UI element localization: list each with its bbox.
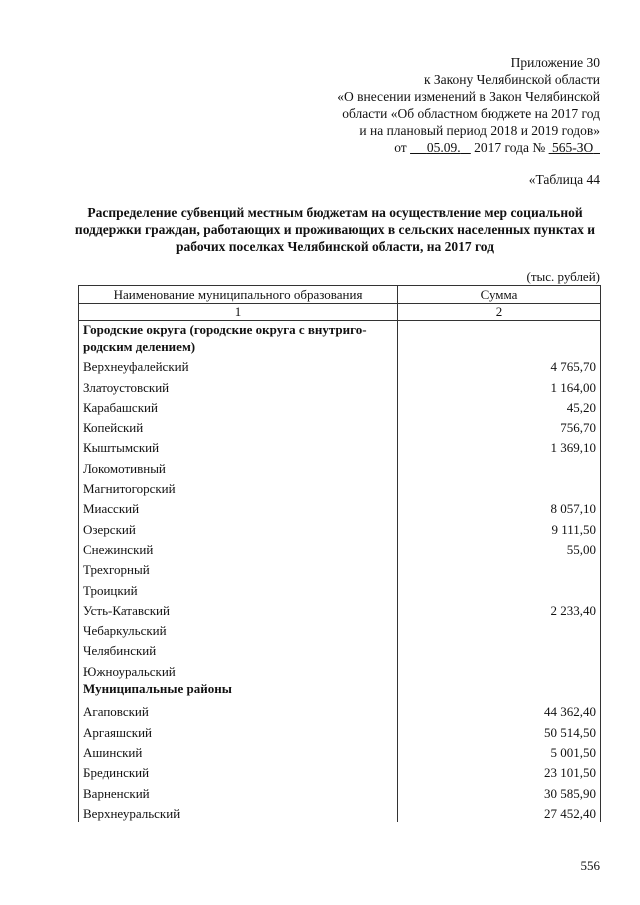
municipality-name: Брединский	[79, 761, 398, 781]
municipality-name: Златоустовский	[79, 375, 398, 395]
subsidy-sum: 44 362,40	[398, 700, 601, 720]
subsidy-sum: 2 233,40	[398, 599, 601, 619]
table-row	[79, 802, 601, 822]
municipality-name: Челябинский	[79, 639, 398, 659]
table-group-row	[79, 321, 601, 356]
table-row	[79, 619, 601, 639]
subsidy-sum	[398, 477, 601, 497]
table-row	[79, 659, 601, 679]
date-prefix: от	[394, 140, 407, 155]
subsidy-sum	[398, 558, 601, 578]
law-ref-line: к Закону Челябинской области	[423, 72, 600, 87]
municipality-name: Верхнеуральский	[79, 802, 398, 822]
subsidy-sum	[398, 619, 601, 639]
subsidy-sum	[398, 659, 601, 679]
municipality-name: Снежинский	[79, 538, 398, 558]
table-row	[79, 375, 601, 395]
subsidy-sum: 50 514,50	[398, 720, 601, 740]
subsidy-sum: 30 585,90	[398, 781, 601, 801]
subsidy-sum: 1 164,00	[398, 375, 601, 395]
municipality-name: Копейский	[79, 416, 398, 436]
law-title-line-2: области «Об областном бюджете на 2017 год	[342, 106, 600, 121]
col-number-2: 2	[398, 304, 601, 321]
document-header	[270, 54, 600, 156]
table-row	[79, 781, 601, 801]
subsidy-sum: 27 452,40	[398, 802, 601, 822]
subsidy-table	[78, 285, 601, 822]
table-row	[79, 599, 601, 619]
municipality-name: Троицкий	[79, 578, 398, 598]
municipality-name: Кыштымский	[79, 436, 398, 456]
municipality-name: Чебаркульский	[79, 619, 398, 639]
subsidy-sum: 8 057,10	[398, 497, 601, 517]
subsidy-sum	[398, 578, 601, 598]
table-row	[79, 477, 601, 497]
page-number: 556	[580, 858, 600, 873]
municipality-name: Муниципальные районы	[79, 680, 398, 700]
table-row	[79, 639, 601, 659]
table-row	[79, 456, 601, 476]
municipality-name: Карабашский	[79, 396, 398, 416]
table-row	[79, 578, 601, 598]
law-date-line	[270, 139, 600, 156]
municipality-name: Южноуральский	[79, 659, 398, 679]
law-title-line-1: «О внесении изменений в Закон Челябинской	[337, 89, 600, 104]
date-value: 05.09.	[426, 140, 461, 155]
table-header-row	[79, 286, 601, 304]
appendix-line: Приложение 30	[510, 55, 600, 70]
column-number-row	[79, 304, 601, 321]
subsidy-sum: 55,00	[398, 538, 601, 558]
table-row	[79, 497, 601, 517]
subsidy-sum	[398, 321, 601, 356]
municipality-name: Локомотивный	[79, 456, 398, 476]
municipality-name: Ашинский	[79, 741, 398, 761]
municipality-name: Усть-Катавский	[79, 599, 398, 619]
col-number-1: 1	[79, 304, 398, 321]
table-row	[79, 741, 601, 761]
subsidy-sum	[398, 680, 601, 700]
document-title: Распределение субвенций местным бюджетам на осуществление мер социальной поддержки граждан, работающих и проживающих в сельских населенных пунктах и рабочих поселках Челябинской области, на 2017 год	[74, 205, 596, 254]
table-row	[79, 558, 601, 578]
municipality-name: Магнитогорский	[79, 477, 398, 497]
municipality-name: Озерский	[79, 517, 398, 537]
table-row	[79, 700, 601, 720]
subsidy-sum: 5 001,50	[398, 741, 601, 761]
table-label: «Таблица 44	[528, 172, 600, 187]
law-number: 565-ЗО	[551, 140, 594, 155]
municipality-name: Варненский	[79, 781, 398, 801]
col-header-name: Наименование муниципального образования	[79, 286, 398, 304]
law-title-line-3: и на плановый период 2018 и 2019 годов»	[359, 123, 600, 138]
municipality-name: Аргаяшский	[79, 720, 398, 740]
municipality-name: Миасский	[79, 497, 398, 517]
year-text: 2017 года №	[474, 140, 546, 155]
subsidy-sum: 1 369,10	[398, 436, 601, 456]
subsidy-sum: 9 111,50	[398, 517, 601, 537]
municipality-name: Трехгорный	[79, 558, 398, 578]
table-group-row	[79, 680, 601, 700]
subsidy-sum	[398, 456, 601, 476]
table-row	[79, 436, 601, 456]
subsidy-sum: 4 765,70	[398, 355, 601, 375]
subsidy-sum: 23 101,50	[398, 761, 601, 781]
municipality-name: Городские округа (городские округа с внутриго-родским делением)	[79, 321, 398, 356]
municipality-name: Агаповский	[79, 700, 398, 720]
subsidy-sum	[398, 639, 601, 659]
subsidy-sum: 756,70	[398, 416, 601, 436]
table-row	[79, 396, 601, 416]
table-row	[79, 761, 601, 781]
table-body	[79, 321, 601, 822]
col-header-sum: Сумма	[398, 286, 601, 304]
table-row	[79, 538, 601, 558]
table-row	[79, 720, 601, 740]
table-row	[79, 517, 601, 537]
subsidy-sum: 45,20	[398, 396, 601, 416]
table-row	[79, 355, 601, 375]
municipality-name: Верхнеуфалейский	[79, 355, 398, 375]
table-row	[79, 416, 601, 436]
units-label: (тыс. рублей)	[526, 269, 600, 284]
